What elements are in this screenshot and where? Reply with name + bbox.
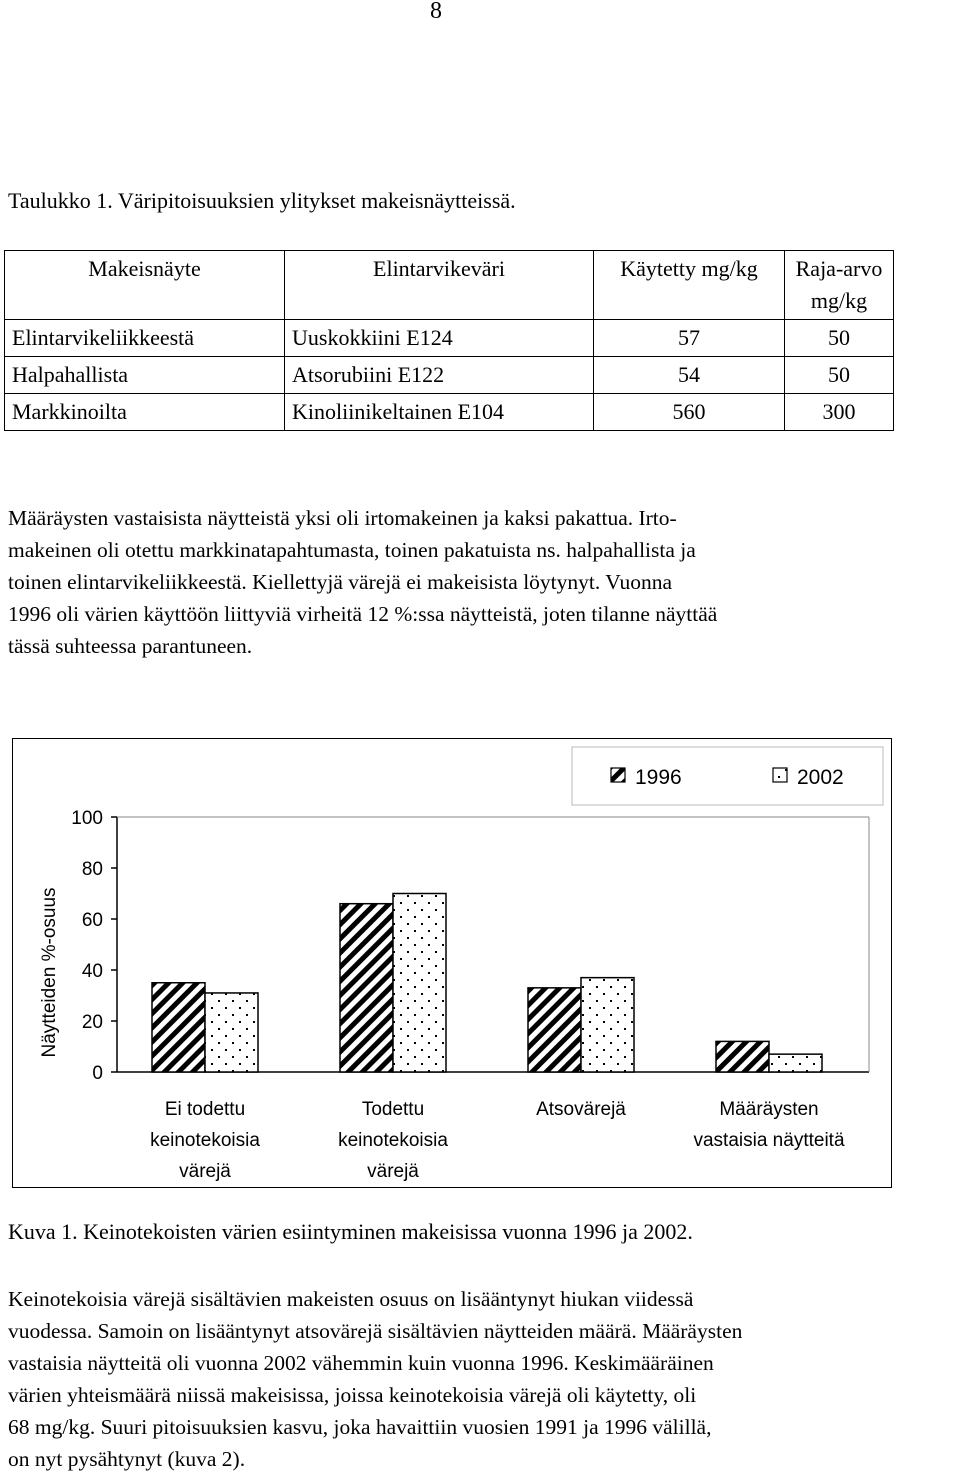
cell-used: 560: [594, 394, 785, 431]
body-paragraph-1: [8, 502, 953, 662]
figure-caption: Kuva 1. Keinotekoisten värien esiintyminen makeisissa vuonna 1996 ja 2002.: [8, 1219, 693, 1244]
y-tick-label: 40: [81, 961, 103, 982]
bar-1996-2: [340, 904, 393, 1072]
chart-canvas: [13, 739, 891, 1187]
table-caption: Taulukko 1. Väripitoisuuksien ylitykset makeisnäytteissä.: [8, 188, 516, 213]
legend-swatch-1996: [611, 768, 625, 782]
bar-2002-3: [581, 978, 634, 1072]
paragraph-line: 68 mg/kg. Suuri pitoisuuksien kasvu, joka havaittiin vuosien 1991 ja 1996 välillä,: [8, 1415, 712, 1439]
bar-2002-2: [393, 894, 446, 1073]
cell-sample: Halpahallista: [5, 357, 285, 394]
cell-limit: 50: [785, 357, 894, 394]
bar-chart: [12, 738, 892, 1188]
cell-used: 54: [594, 357, 785, 394]
cell-limit: 300: [785, 394, 894, 431]
cell-sample: Markkinoilta: [5, 394, 285, 431]
paragraph-line: Määräysten vastaisista näytteistä yksi oli irtomakeinen ja kaksi pakattua. Irto-: [8, 506, 677, 530]
y-tick-label: 80: [81, 859, 103, 880]
cell-dye: Kinoliinikeltainen E104: [285, 394, 594, 431]
y-tick-label: 0: [92, 1063, 103, 1084]
cell-limit: 50: [785, 320, 894, 357]
table-row: [5, 357, 894, 394]
paragraph-line: Keinotekoisia värejä sisältävien makeisten osuus on lisääntynyt hiukan viidessä: [8, 1287, 694, 1311]
legend-label-2002: 2002: [797, 766, 844, 789]
x-category-label: värejä: [179, 1161, 231, 1182]
cell-sample: Elintarvikeliikkeestä: [5, 320, 285, 357]
paragraph-line: vastaisia näytteitä oli vuonna 2002 vähemmin kuin vuonna 1996. Keskimääräinen: [8, 1351, 714, 1375]
paragraph-line: värien yhteismäärä niissä makeisissa, joissa keinotekoisia värejä oli käytetty, oli: [8, 1383, 697, 1407]
y-tick-label: 100: [71, 808, 103, 829]
chart-category-labels: [150, 1099, 845, 1182]
header-used: Käytetty mg/kg: [594, 251, 785, 320]
body-paragraph-2: [8, 1283, 953, 1475]
x-category-label: keinotekoisia: [150, 1130, 260, 1151]
x-category-label: Todettu: [361, 1099, 425, 1120]
dye-exceedance-table: [4, 250, 894, 431]
bar-2002-4: [769, 1054, 822, 1072]
y-axis-label: Näytteiden %-osuus: [39, 887, 60, 1058]
header-limit: Raja-arvo mg/kg: [785, 251, 894, 320]
cell-used: 57: [594, 320, 785, 357]
y-tick-label: 60: [81, 910, 103, 931]
paragraph-line: tässä suhteessa parantuneen.: [8, 634, 253, 658]
x-category-label: Määräysten: [719, 1099, 819, 1120]
paragraph-line: toinen elintarvikeliikkeestä. Kiellettyjä värejä ei makeisista löytynyt. Vuonna: [8, 570, 673, 594]
cell-dye: Uuskokkiini E124: [285, 320, 594, 357]
table-row: [5, 394, 894, 431]
header-sample: Makeisnäyte: [5, 251, 285, 320]
paragraph-line: vuodessa. Samoin on lisääntynyt atsovärejä sisältävien näytteiden määrä. Määräysten: [8, 1319, 743, 1343]
bar-1996-3: [528, 988, 581, 1072]
x-category-label: värejä: [367, 1161, 419, 1182]
paragraph-line: 1996 oli värien käyttöön liittyviä virheitä 12 %:ssa näytteistä, joten tilanne näyttää: [8, 602, 718, 626]
table-row: [5, 320, 894, 357]
x-category-label: Atsovärejä: [536, 1099, 626, 1120]
x-category-label: vastaisia näytteitä: [693, 1130, 845, 1151]
cell-dye: Atsorubiini E122: [285, 357, 594, 394]
paragraph-line: makeinen oli otettu markkinatapahtumasta, toinen pakatuista ns. halpahallista ja: [8, 538, 696, 562]
bar-1996-4: [716, 1041, 769, 1072]
bar-2002-1: [205, 993, 258, 1072]
legend-swatch-2002: [773, 768, 787, 782]
x-category-label: Ei todettu: [164, 1099, 246, 1120]
x-category-label: keinotekoisia: [338, 1130, 448, 1151]
chart-legend: [572, 747, 883, 805]
table-header-row: [5, 251, 894, 320]
chart-bars: [152, 894, 822, 1073]
bar-1996-1: [152, 983, 205, 1072]
legend-label-1996: 1996: [635, 766, 682, 789]
header-dye: Elintarvikeväri: [285, 251, 594, 320]
y-tick-label: 20: [81, 1012, 103, 1033]
page-number: 8: [430, 0, 442, 24]
paragraph-line: on nyt pysähtynyt (kuva 2).: [8, 1447, 246, 1471]
